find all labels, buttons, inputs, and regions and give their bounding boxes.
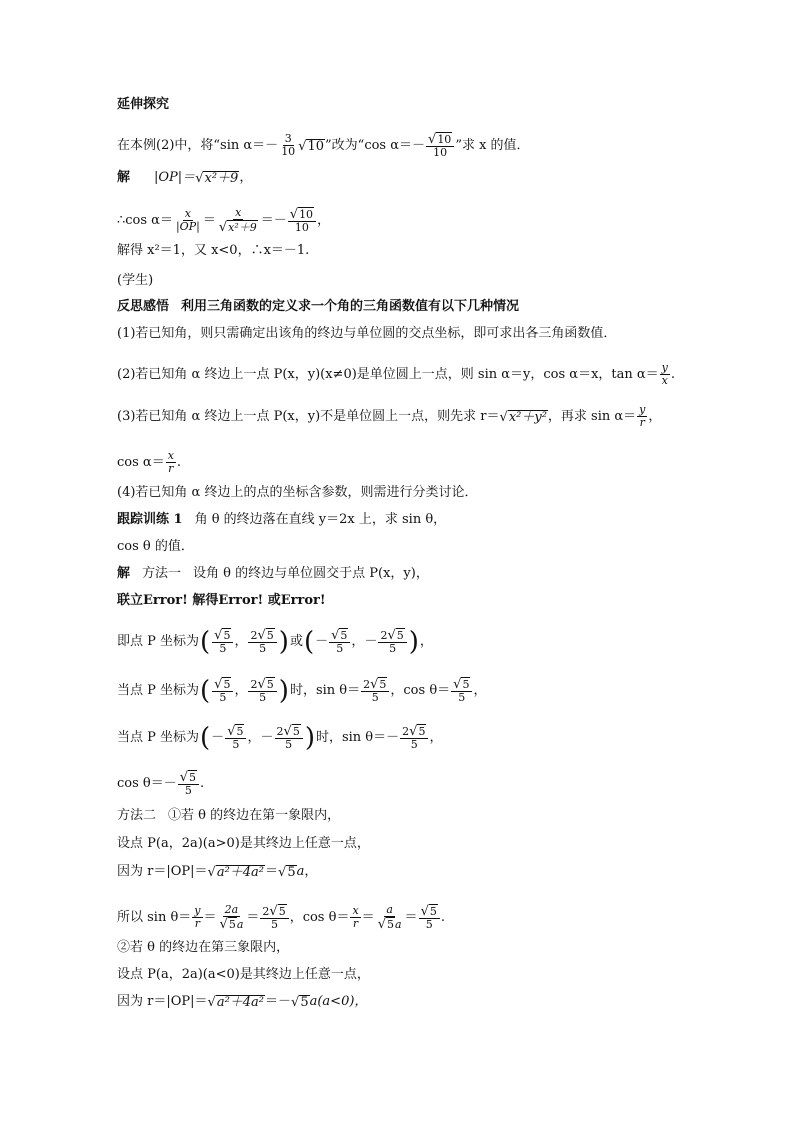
problem-text-2: ”改为“cos α＝－ [325, 137, 426, 153]
method-2-point: 设点 P(a，2a)(a>0)是其终边上任意一点， [117, 836, 370, 851]
method-2-intro: 方法二 ①若 θ 的终边在第一象限内， [117, 808, 341, 823]
case-3: (3)若已知角 α 终边上一点 P(x，y)不是单位圆上一点，则先求 r＝ √ x²＋y² ，再求 sin α＝ $\frac{y}{r}$ ， [117, 403, 662, 429]
method-1-system: 联立Error! 解得Error! 或Error! [117, 593, 326, 608]
method-2-radius: 因为 r＝|OP|＝ √ a²＋4a² ＝ √ 5 a ， [117, 864, 318, 880]
method-1-coordinates: 即点 P 坐标为 ( √ 5 5 ， 2 √ 5 5 ) 或 ( － √ 5 5 ， － 2 √ 5 5 ) ， [117, 626, 433, 657]
problem-text-1: 在本例(2)中，将“sin α＝－ [117, 137, 279, 153]
method-2-values: 所以 sin θ＝ $\frac{y}{r}$ ＝ 2a √ 5 a ＝ 2 √ 5 5 ，cos θ＝ $\frac{x}{r}$ ＝ a √ 5 a ＝ √ 5 5 . [117, 903, 445, 932]
fraction: √ 10 10 [426, 132, 454, 159]
training-label: 跟踪训练 1 [117, 512, 183, 527]
numerator: 3 [284, 132, 292, 145]
fraction [279, 133, 297, 158]
case-4: (4)若已知角 α 终边上的点的坐标含参数，则需进行分类讨论． [117, 485, 478, 500]
solution-label: 解 [117, 170, 131, 185]
method-1-intro: 解 方法一 设角 θ 的终边与单位圆交于点 P(x，y)， [117, 566, 429, 581]
reflection-label: 反思感悟 [117, 299, 170, 314]
solution-line-2: ∴cos α＝ $\frac{x}{|OP|}$ ＝ x √ x²＋9 ＝－ √ 10 10 ， [117, 206, 331, 235]
case-3-continued: cos α＝ $\frac{x}{r}$ . [117, 449, 182, 475]
denominator: 10 [281, 145, 296, 158]
heading-text: 延伸探究 [117, 97, 170, 112]
method-1-case-b: 当点 P 坐标为 ( － √ 5 5 ， － 2 √ 5 5 ) 时，sin θ＝－ 2 √ 5 5 ， [117, 722, 443, 753]
method-2-label: 方法二 [117, 808, 157, 823]
case-2: (2)若已知角 α 终边上一点 P(x，y)(x≠0)是单位圆上一点，则 sin α＝y，cos α＝x，tan α＝ $\frac{y}{x}$ . [117, 361, 676, 387]
method-1-label: 方法一 [142, 566, 182, 581]
training-exercise: 跟踪训练 1 角 θ 的终边落在直线 y＝2x 上，求 sin θ， [117, 512, 447, 527]
method-2-radius-2: 因为 r＝|OP|＝ √ a²＋4a² ＝－ √ 5 a(a<0)， [117, 994, 368, 1010]
section-heading [117, 97, 169, 113]
method-1-case-b-cos: cos θ＝－ √ 5 5 . [117, 770, 205, 797]
sqrt-expression: √ 10 [298, 138, 325, 154]
solution-line-3: 解得 x²＝1，又 x<0，∴x＝－1. [117, 243, 310, 258]
reflection: 反思感悟 利用三角函数的定义求一个角的三角函数值有以下几种情况 [117, 299, 520, 314]
student-note: (学生) [117, 273, 154, 288]
case-1: (1)若已知角，则只需确定出该角的终边与单位圆的交点坐标，即可求出各三角函数值． [117, 326, 617, 341]
method-1-case-a: 当点 P 坐标为 ( √ 5 5 ， 2 √ 5 5 ) 时，sin θ＝ 2 √ 5 5 ，cos θ＝ √ 5 5 ， [117, 675, 487, 706]
problem-statement [117, 132, 530, 159]
method-2-third-quadrant: ②若 θ 的终边在第三象限内， [117, 940, 290, 955]
training-exercise-continued: cos θ 的值． [117, 539, 194, 554]
method-2-point-2: 设点 P(a，2a)(a<0)是其终边上任意一点， [117, 967, 370, 982]
solution-line-1: 解 |OP|＝ √ x²＋9 ， [117, 170, 253, 186]
problem-text-3: ”求 x 的值． [455, 137, 530, 153]
